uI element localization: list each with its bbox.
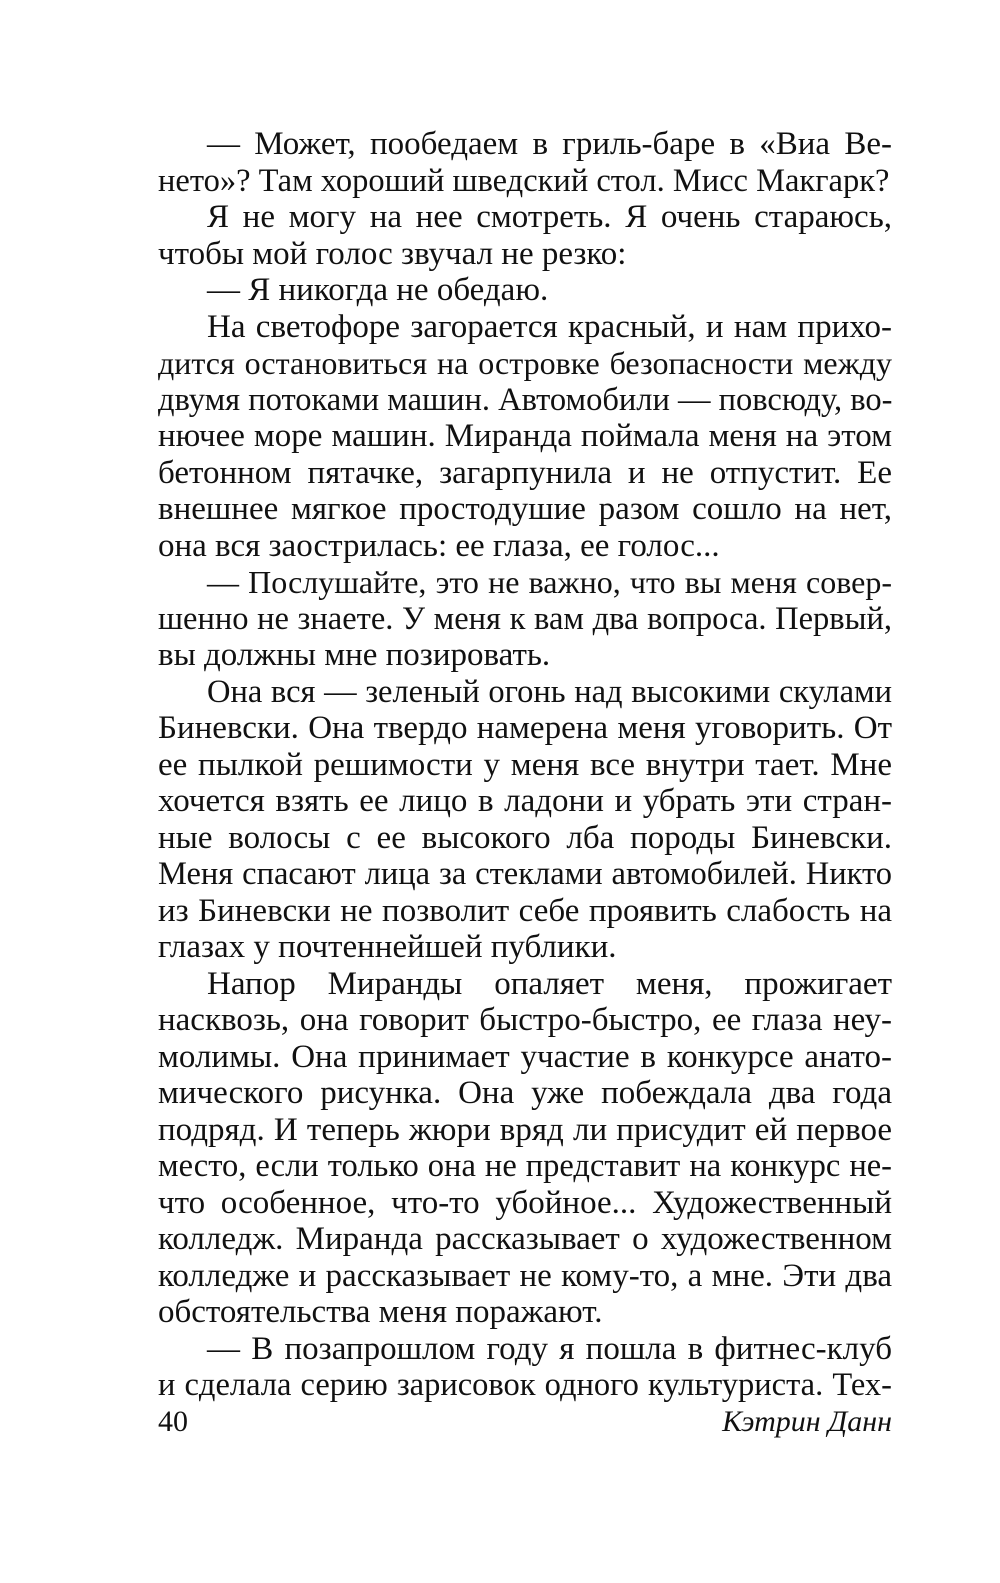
text-line: и сделала серию зарисовок одного культуриста. Тех- — [158, 1367, 892, 1403]
text-line: ее пылкой решимости у меня все внутри тает. Мне — [158, 746, 892, 783]
text-line: внешнее мягкое простодушие разом сошло на нет, — [158, 491, 892, 527]
text-line: — Послушайте, это не важно, что вы меня совер- — [207, 564, 892, 600]
text-line: подряд. И теперь жюри вряд ли присудит ей первое — [158, 1111, 892, 1148]
text-line: вы должны мне позировать. — [158, 637, 551, 673]
text-line: — Может, пообедаем в гриль-баре в «Виа Ве- — [207, 126, 892, 162]
page-footer — [158, 1402, 892, 1442]
text-line: Я не могу на нее смотреть. Я очень стараюсь, — [207, 199, 892, 235]
text-line: нето»? Там хороший шведский стол. Мисс Макгарк? — [158, 162, 890, 199]
text-line: чтобы мой голос звучал не резко: — [158, 235, 627, 272]
page-number: 40 — [158, 1405, 188, 1438]
text-line: мического рисунка. Она уже побеждала два года — [158, 1075, 892, 1111]
text-line: нючее море машин. Миранда поймала меня на этом — [158, 418, 892, 454]
text-line: Она вся — зеленый огонь над высокими скулами — [207, 673, 892, 710]
text-line: из Биневски не позволит себе проявить слабость на — [158, 892, 892, 929]
text-line: глазах у почтеннейшей публики. — [158, 929, 617, 965]
text-line: что особенное, что-то убойное... Художественный — [158, 1184, 892, 1221]
text-line: двумя потоками машин. Автомобили — повсюду, во- — [158, 381, 893, 418]
text-line: колледж. Миранда рассказывает о художественном — [158, 1221, 892, 1257]
text-line: Напор Миранды опаляет меня, прожигает — [207, 965, 892, 1002]
text-line: На светофоре загорается красный, и нам прихо- — [207, 308, 892, 345]
book-page-text — [158, 126, 892, 1404]
text-line: — В позапрошлом году я пошла в фитнес-клуб — [207, 1330, 892, 1367]
text-line: место, если только она не представит на конкурс не- — [158, 1148, 892, 1184]
text-line: обстоятельства меня поражают. — [158, 1294, 603, 1330]
text-line: ные волосы с ее высокого лба породы Биневски. — [158, 819, 892, 856]
text-line: она вся заострилась: ее глаза, ее голос... — [158, 527, 720, 564]
text-line: — Я никогда не обедаю. — [207, 272, 549, 308]
text-line: шенно не знаете. У меня к вам два вопроса. Первый, — [158, 600, 892, 637]
text-line: хочется взять ее лицо в ладони и убрать эти стран- — [158, 783, 892, 819]
text-line: бетонном пятачке, загарпунила и не отпустит. Ее — [158, 454, 892, 491]
running-footer-author: Кэтрин Данн — [722, 1405, 892, 1438]
text-line: молимы. Она принимает участие в конкурсе анато- — [158, 1038, 892, 1075]
text-line: насквозь, она говорит быстро-быстро, ее глаза неу- — [158, 1002, 892, 1038]
text-line: дится остановиться на островке безопасности между — [158, 345, 892, 381]
text-line: Меня спасают лица за стеклами автомобилей. Никто — [158, 856, 892, 892]
text-line: колледже и рассказывает не кому-то, а мне. Эти два — [158, 1257, 892, 1294]
text-line: Биневски. Она твердо намерена меня уговорить. От — [158, 710, 892, 746]
